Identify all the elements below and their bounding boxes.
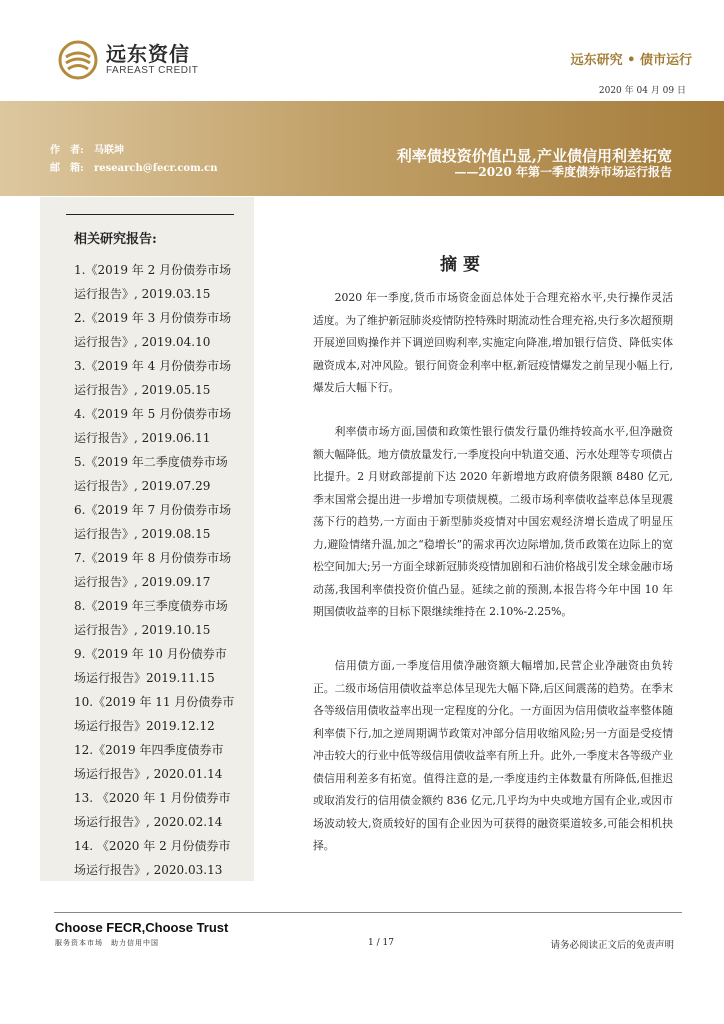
summary-paragraph-rates-bonds: 利率债市场方面,国债和政策性银行债发行量仍维持较高水平,但净融资额大幅降低。地方债放量发行,一季度投向中轨道交通、污水处理等专项债占比提升。2 月财政部提前下达 2020 年新增地方政府债务限额 8480 亿元,季末国常会提出进一步增加专项债规模。二级市场利率债收益率总体呈现震荡下行的趋势,一方面由于新型肺炎疫情对中国宏观经济增长造成了明显压力,避险情绪升温,加之“稳增长”的需求再次边际增加,货币政策在边际上的宽松空间加大;另一方面全球新冠肺炎疫情加剧和石油价格战引发全球金融市场动荡,我国利率债投资价值凸显。延续之前的预测,本报告将今年中国 10 年期国债收益率的目标下限继续维持在 2.10%-2.25%。 [313, 425, 673, 618]
related-report-item[interactable]: 5.《2019 年二季度债券市场 运行报告》, 2019.07.29 [74, 455, 228, 493]
related-report-item[interactable]: 13. 《2020 年 1 月份债券市 场运行报告》, 2020.02.14 [74, 791, 231, 829]
summary-paragraph-money-market: 2020 年一季度,货币市场资金面总体处于合理充裕水平,央行操作灵活适度。为了维护新冠肺炎疫情防控特殊时期流动性合理充裕,央行多次超预期开展逆回购操作并下调逆回购利率,实施定向降准,增加银行信贷、降低实体融资成本,对冲风险。银行间资金利率中枢,新冠疫情爆发之前呈现小幅上行,爆发后大幅下行。 [313, 291, 673, 394]
related-report-item[interactable]: 3.《2019 年 4 月份债券市场 运行报告》, 2019.05.15 [74, 359, 232, 397]
author-name: 马联坤 [94, 145, 124, 156]
fareast-logo-icon [58, 40, 98, 80]
summary-heading: 摘要 [440, 255, 486, 275]
email-label: 邮 箱: [50, 163, 84, 174]
page-number: 1 / 17 [368, 938, 394, 948]
summary-paragraph-credit-bonds: 信用债方面,一季度信用债净融资额大幅增加,民营企业净融资由负转正。二级市场信用债收益率总体呈现先大幅下降,后区间震荡的趋势。在季末各等级信用债收益率出现一定程度的分化。一方面因为信用债收益率整体随利率债下行,加之逆周期调节政策对冲部分信用收缩风险;另一方面是受疫情冲击较大的行业中低等级信用债收益率有所上升。此外,一季度末各等级产业债信用利差多有拓宽。值得注意的是,一季度违约主体数量有所降低,但推迟或取消发行的信用债金额约 836 亿元,几乎均为中央或地方国有企业,或因市场波动较大,资质较好的国有企业因为可获得的融资渠道较多,可能会相机抉择。 [313, 659, 673, 852]
footer-slogan: Choose FECR,Choose Trust [55, 920, 229, 935]
author-info [50, 142, 218, 178]
report-series: 远东研究 • 债市运行 [570, 53, 692, 68]
footer-divider [54, 912, 682, 913]
report-subtitle: ——2020 年第一季度债券市场运行报告 [454, 165, 672, 179]
related-report-item[interactable]: 14. 《2020 年 2 月份债券市 场运行报告》, 2020.03.13 [74, 839, 231, 877]
related-report-item[interactable]: 4.《2019 年 5 月份债券市场 运行报告》, 2019.06.11 [74, 407, 232, 445]
related-reports-heading: 相关研究报告: [74, 232, 157, 247]
author-label: 作 者: [50, 145, 84, 156]
related-report-item[interactable]: 2.《2019 年 3 月份债券市场 运行报告》, 2019.04.10 [74, 311, 232, 349]
footer-tagline: 服务资本市场 助力信用中国 [55, 939, 159, 947]
related-report-item[interactable]: 9.《2019 年 10 月份债券市 场运行报告》2019.11.15 [74, 647, 227, 685]
footer-disclaimer: 请务必阅读正文后的免责声明 [550, 940, 674, 951]
report-title: 利率债投资价值凸显,产业债信用利差拓宽 [396, 147, 672, 165]
related-report-item[interactable]: 6.《2019 年 7 月份债券市场 运行报告》, 2019.08.15 [74, 503, 232, 541]
related-report-item[interactable]: 7.《2019 年 8 月份债券市场 运行报告》, 2019.09.17 [74, 551, 232, 589]
author-email[interactable]: research@fecr.com.cn [94, 163, 218, 174]
logo-english-name: FAREAST CREDIT [106, 65, 199, 76]
related-reports-list [74, 258, 246, 882]
related-report-item[interactable]: 1.《2019 年 2 月份债券市场 运行报告》, 2019.03.15 [74, 263, 232, 301]
report-date: 2020 年 04 月 09 日 [598, 86, 686, 96]
sidebar-divider [66, 214, 234, 215]
logo-chinese-name: 远东资信 [106, 42, 190, 66]
company-logo [58, 40, 198, 80]
related-report-item[interactable]: 10.《2019 年 11 月份债券市 场运行报告》2019.12.12 [74, 695, 235, 733]
related-report-item[interactable]: 8.《2019 年三季度债券市场 运行报告》, 2019.10.15 [74, 599, 228, 637]
related-report-item[interactable]: 12.《2019 年四季度债券市 场运行报告》, 2020.01.14 [74, 743, 224, 781]
